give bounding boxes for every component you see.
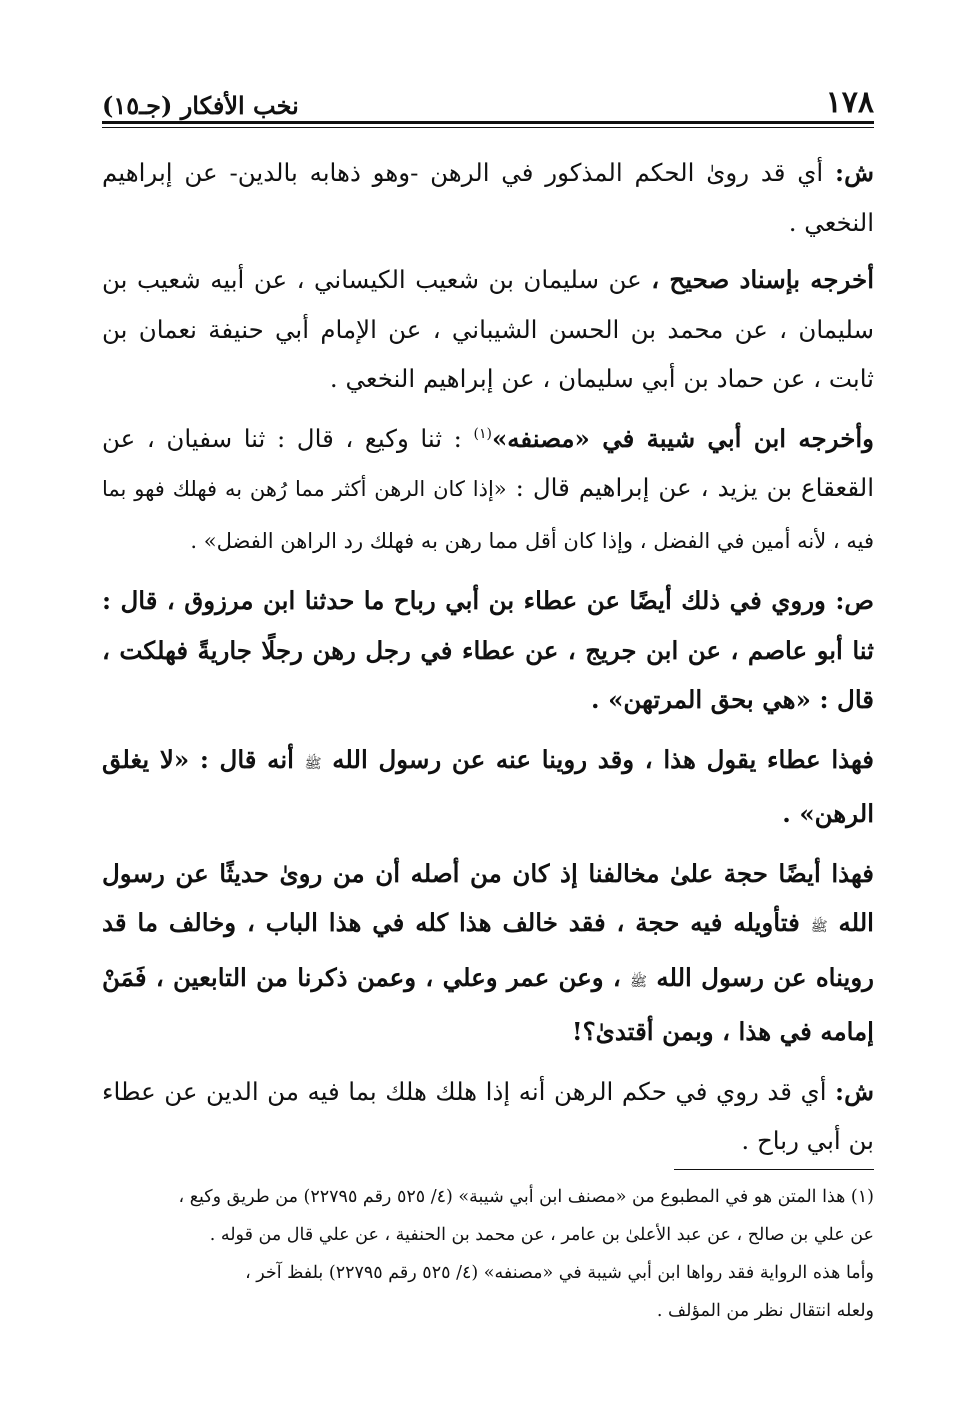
paragraph-7: [102, 1067, 874, 1166]
commentary-marker: ش:: [835, 1076, 874, 1106]
footnote-ref[interactable]: (١): [473, 425, 492, 442]
paragraph-text: ، وعن عمر وعلي ، وعمن ذكرنا من التابعين ، فَمَنْ إمامه في هذا ، وبمن أقتدىٰ؟!: [102, 962, 874, 1046]
paragraph-4: [102, 576, 874, 725]
quoted-text: «إذا كان الرهن أكثر مما رُهن به فهلك فهو بما فيه ، لأنه أمين في الفضل ، وإذا كان أقل مما رهن به فهلك رد الراهن الفضل» .: [102, 477, 874, 553]
paragraph-text: أنه قال : «لا يغلق الرهن» .: [102, 744, 874, 828]
text-marker: ص:: [835, 586, 874, 615]
footnote-separator: [674, 1169, 874, 1170]
paragraph-text: فهذا أيضًا حجة علىٰ مخالفنا إذ كان من أصله أن من روىٰ حديثًا عن رسول الله: [102, 858, 874, 937]
salla-symbol: ﷺ: [304, 755, 322, 772]
paragraph-text: عن سليمان بن شعيب الكيساني ، عن أبيه شعيب بن سليمان ، عن محمد بن الحسن الشيباني ، عن الإمام أبي حنيفة نعمان بن ثابت ، عن حماد بن أبي سليمان ، عن إبراهيم النخعي .: [102, 265, 874, 393]
paragraph-2: [102, 255, 874, 404]
paragraph-lead: أخرجه بإسناد صحيح ،: [651, 265, 875, 294]
footnote-line: (١) هذا المتن هو في المطبوع من «مصنف ابن أبي شيبة» (٤/ ٥٢٥ رقم ٢٢٧٩٥) من طريق وكيع ،: [178, 1187, 874, 1207]
page-number: ١٧٨: [825, 85, 874, 120]
page-header: [102, 80, 874, 120]
paragraph-text: أي قد روىٰ الحكم المذكور في الرهن -وهو ذهابه بالدين- عن إبراهيم النخعي .: [102, 158, 874, 237]
paragraph-lead: وأخرجه ابن أبي شيبة في «مصنفه»: [491, 423, 874, 453]
paragraph-text: وروي في ذلك أيضًا عن عطاء بن أبي رباح ما حدثنا ابن مرزوق ، قال : ثنا أبو عاصم ، عن ابن جريج ، عن عطاء في رجل رهن رجلًا جاريةً فهلكت ، قال : «هي بحق المرتهن» .: [102, 586, 874, 714]
paragraph-6: [102, 849, 874, 1057]
main-text: [102, 148, 874, 1174]
paragraph-1: [102, 148, 874, 247]
footnote-line: عن علي بن صالح ، عن عبد الأعلىٰ بن عامر ، عن محمد بن الحنفية ، عن علي قال من قوله .: [209, 1225, 874, 1245]
salla-symbol: ﷺ: [630, 973, 648, 990]
footnote-line: ولعله انتقال نظر من المؤلف .: [656, 1301, 874, 1321]
paragraph-text: فهذا عطاء يقول هذا ، وقد روينا عنه عن رسول الله: [332, 744, 875, 774]
running-title: نخب الأفكار (جـ١٥): [102, 91, 299, 120]
header-rule-thin: [102, 127, 874, 128]
commentary-marker: ش:: [835, 158, 874, 187]
header-rule-thick: [102, 121, 874, 124]
paragraph-text: فتأويله فيه حجة ، فقد خالف هذا كله في هذا الباب ، وخالف ما قد رويناه عن رسول الله: [102, 908, 874, 992]
paragraph-5: [102, 735, 874, 839]
salla-symbol: ﷺ: [810, 919, 828, 935]
paragraph-3: [102, 414, 874, 567]
paragraph-text: : ثنا وكيع ، قال : ثنا سفيان ، عن القعقاع بن يزيد ، عن إبراهيم قال :: [102, 423, 874, 502]
footnote-line: وأما هذه الرواية فقد رواها ابن أبي شيبة في «مصنفه» (٤/ ٥٢٥ رقم ٢٢٧٩٥) بلفظ آخر ،: [245, 1263, 874, 1283]
footnotes: [102, 1178, 874, 1330]
paragraph-text: أي قد روي في حكم الرهن أنه إذا هلك هلك بما فيه من الدين عن عطاء بن أبي رباح .: [102, 1076, 874, 1155]
